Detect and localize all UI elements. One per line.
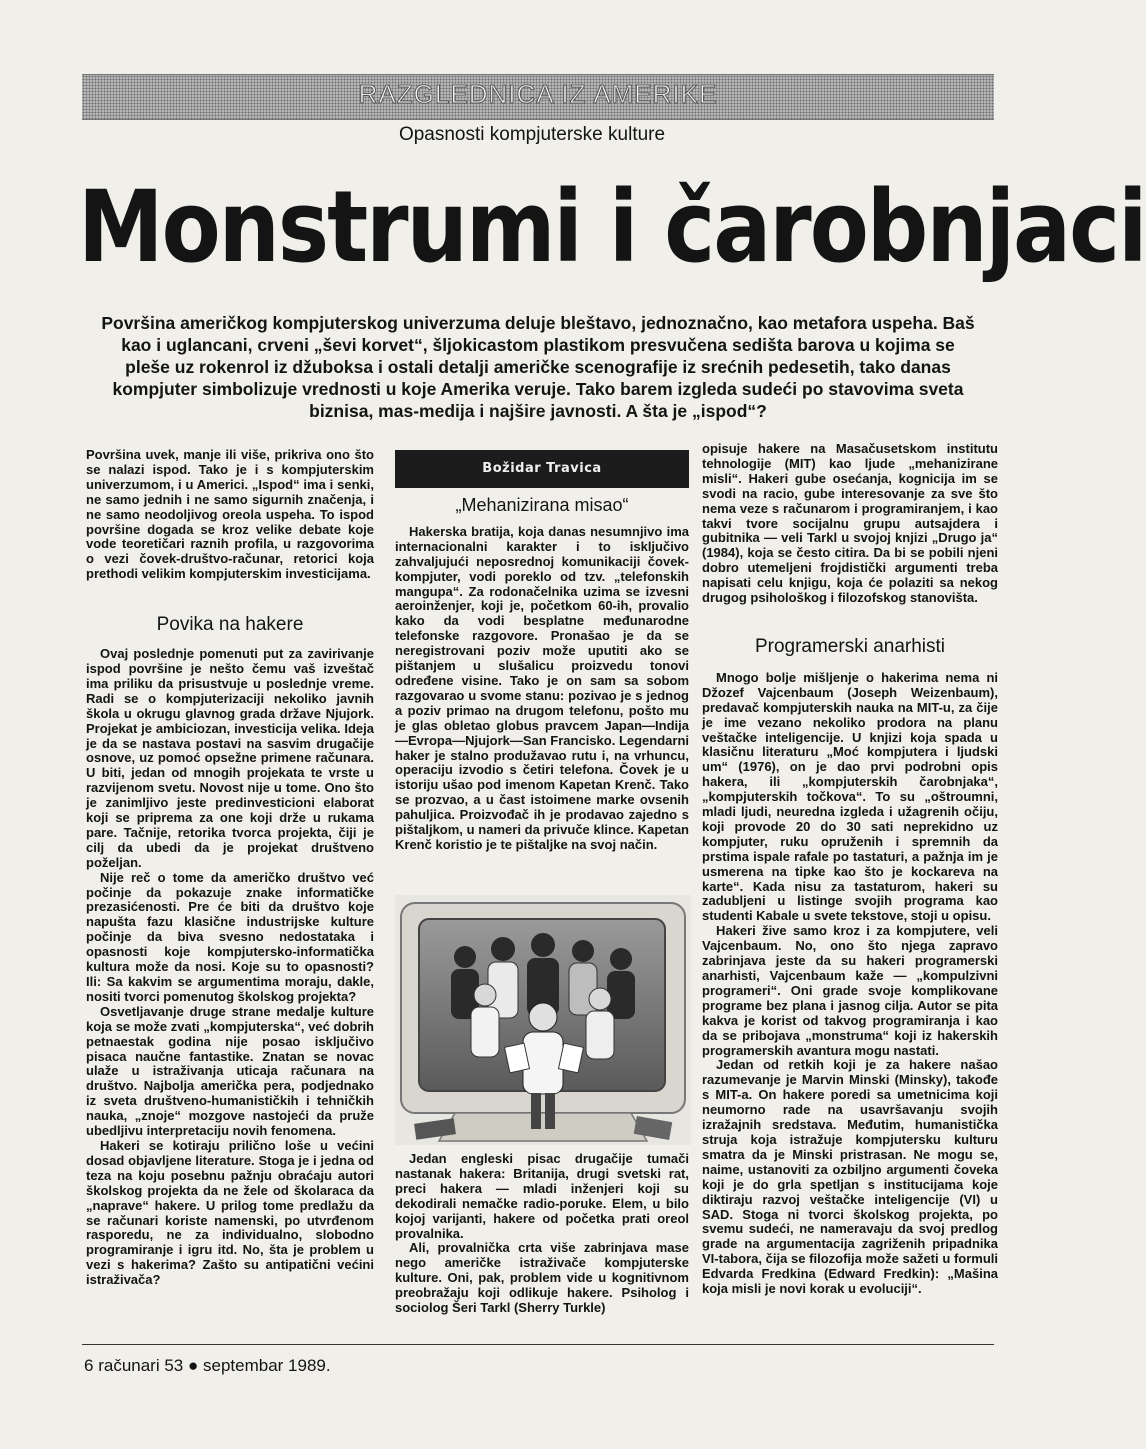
bullet-separator: ● bbox=[188, 1356, 199, 1375]
lead-paragraph: Površina američkog kompjuterskog univerzuma deluje bleštavo, jednoznačno, kao metafora uspeha. Baš kao i uglancani, crveni „ševi korvet“, šljokicastom plastikom presvučena sedišta barova u kojima se pleše uz rokenrol iz džuboksa i ostali detalji američke scenografije iz srećnih pedesetih, tako danas kompjuter simbolizuje vrednosti u koje Amerika veruje. Tako barem izgleda sudeći po stavovima sveta biznisa, mas-medija i najšire javnosti. A šta je „ispod“? bbox=[101, 313, 975, 421]
column-2-continued bbox=[395, 1152, 689, 1316]
kicker: Opasnosti kompjuterske kulture bbox=[398, 124, 666, 145]
issue-date: septembar 1989. bbox=[203, 1356, 331, 1375]
photo-monitor-children-icon bbox=[395, 895, 691, 1145]
column-2 bbox=[395, 450, 689, 853]
magazine-issue: računari 53 bbox=[98, 1356, 184, 1375]
author-box: Božidar Travica bbox=[395, 450, 689, 488]
paragraph: opisuje hakere na Masačusetskom institutu tehnologije (MIT) kao ljude „mehanizirane misli“. Hakeri gube osećanja, kognicija im se svodi na racio, gube interesovanje za sve što nema veze s računarom i programiranjem, i kao takvi tvore socijalnu grupu autsajdera i gubitnika — veli Tarkl u svojoj knjizi „Drugo ja“ (1984), koja se često citira. Da bi se pobili njeni dobro utemeljeni frojdistički argumenti treba napisati celu knjigu, koja će polaziti sa nekog drugog psihološkog i filozofskog stanovišta. bbox=[702, 441, 998, 606]
footer-rule bbox=[82, 1344, 994, 1345]
column-1 bbox=[86, 448, 374, 1288]
paragraph: Hakeri se kotiraju prilično loše u većini dosad objavljene literature. Stoga je i jedna od teza na koju posebnu pažnju obraćaju autori školskog projekta da ne žele od školaraca da „naprave“ hakere. U prilog tome predlažu da se računari koriste namenski, po utvrđenom rasporedu, ne za individualno, slobodno programiranje i igru itd. No, šta je problem u vezi s hakerima? Zašto su antipatični većini istraživača? bbox=[86, 1137, 374, 1288]
headline: Monstrumi i čarobnjaci bbox=[78, 169, 1146, 285]
section-banner-text: RAZGLEDNICA IZ AMERIKE bbox=[358, 79, 718, 109]
paragraph: Ovaj poslednje pomenuti put za zavirivanje ispod površine je nešto čemu vaš izveštač ima priliku da prisustvuje u poslednje vreme. Radi se o kompjuterizaciji nekoliko javnih škola u okrugu glavnog grada države Njujork. Projekat je ambiciozan, investicija velika. Ideja je da se nastava postavi na sasvim drugačije osnove, uz pomoć opsežne primene računara. U biti, jedan od mnogih projekata te vrste u razvijenom svetu. Novost nije u tome. Ono što je zanimljivo jeste predinvesticioni elaborat koji se priprema za one koji drže u rukama pare. Tačnije, retorika tvorca projekta, čiji je cilj da ubedi da je projekat društveno poželjan. bbox=[86, 646, 374, 870]
page-footer bbox=[84, 1356, 331, 1376]
section-banner bbox=[82, 74, 994, 120]
box-title: „Mehanizirana misao“ bbox=[455, 495, 629, 515]
column-3 bbox=[702, 442, 998, 1297]
paragraph: Osvetljavanje druge strane medalje kulture koja se može zvati „kompjuterska“, već dobrih petnaestak godina nije posao isključivo pisaca naučne fantastike. Znatan se novac ulaže u istraživanja uticaja računara na društvo. Najbolja američka pera, podjednako iz sveta društveno-humanističkih i tehničkih nauka, „znoje“ mozgove nastojeći da pruže ubedljivu interpretaciju novih fenomena. bbox=[86, 1003, 374, 1139]
paragraph: Jedan od retkih koji je za hakere našao razumevanje je Marvin Minski (Minsky), takođe s MIT-a. On hakere poredi sa umetnicima koji neumorno rade na usavršavanju svojih izražajnih sredstava. Međutim, humanistička struja koja istražuje kompjutersku kulturu smatra da je Minski pristrasan. Ne mogu se, naime, ustanoviti za ozbiljno argumenti čoveka koji je do grla spetljan s institucijama koje diktiraju razvoj veštačke inteligencije (VI) u SAD. Stoga ni tvorci školskog projekta, po svemu sudeći, ne nameravaju da svoj predlog grade na argumentacija zagriženih pripadnika VI-tabora, čija se filozofija može sažeti u formuli Edvarda Fredkina (Edward Fredkin): „Mašina koja misli je novi korak u evoluciji“. bbox=[702, 1057, 998, 1297]
paragraph: Jedan engleski pisac drugačije tumači nastanak hakera: Britanija, drugi svetski rat, preci hakera — mladi inženjeri koji su dekodirali nemačke radio-poruke. Elem, u bilo kojoj varijanti, hakere od početka prati oreol provalnika. bbox=[395, 1151, 689, 1241]
paragraph: Površina uvek, manje ili više, prikriva ono što se nalazi ispod. Tako je i s kompjuterskim univerzumom, i u Americi. „Ispod“ ima i senki, ne samo jednih i ne samo sigurnih značenja, i ne samo neodoljivog oreola uspeha. To ispod površine dogada se kroz velike debate koje vode teoretičari raznih profila, u razgovorima o vezi čovek-društvo-računar, retorici koja prethodi velikim kompjuterskim investicijama. bbox=[86, 447, 374, 582]
paragraph: Hakeri žive samo kroz i za kompjutere, veli Vajcenbaum. No, ono što njega zapravo zabrinjava jeste da su hakeri programerski anarhisti, Vajcenbaum kaže — „kompulzivni programeri“. Oni grade svoje komplikovane programe bez plana i jasnog cilja. Autor se pita kakva je korist od takvog programiranja i kao da se pribojava „monstruma“ koji iz hakerskih programerskih avantura mogu nastati. bbox=[702, 923, 998, 1058]
paragraph: Hakerska bratija, koja danas nesumnjivo ima internacionalni karakter i to isključivo zahvaljujući neposrednoj komunikaciji čovek-kompjuter, vodi poreklo od tzv. „telefonskih mangupa“. Za rodonačelnika uzima se izvesni aeroinženjer, koji je, početkom 60-ih, provalio kako da vodi besplatne međunarodne telefonske razgovore. Pronašao je da se neregistrovani poziv može uputiti ako se pištanjem u slušalicu proizvedu tonovi određene visine. Tako je on sam sa sobom razgovarao u svome stanu: pozivao je s jednog a poziv primao na drugom telefonu, pošto mu je glas obletao globus pravcem Japan—Indija—Evropa—Njujork—San Francisko. Legendarni haker je stalno produžavao rutu i, na vrhuncu, operaciju izvodio s četiri telefona. Čovek je u istoriju ušao pod imenom Kapetan Krenč. Tako se prozvao, a u čast istoimene marke ovsenih pahuljica. Proizvođač ih je prodavao zajedno s pištaljkom, u nameri da privuče klince. Kapetan Krenč koristio je te pištaljke na svoj način. bbox=[395, 523, 690, 852]
paragraph: Nije reč o tome da američko društvo već počinje da pokazuje znake informatičke prezasićenosti. Pre će biti da društvo koje napušta fazu klasične industrijske kulture počinje da biva svesno nedostataka i opasnosti koje kompjutersko-informatička kultura može da nosi. Koje su to opasnosti? Ili: Sa kakvim se argumentima moraju, dakle, nositi tvorci pomenutog školskog projekta? bbox=[86, 869, 374, 1004]
subheading: Povika na hakere bbox=[156, 614, 304, 636]
page-number: 6 bbox=[84, 1356, 94, 1375]
subheading: Programerski anarhisti bbox=[754, 635, 946, 657]
paragraph: Ali, provalnička crta više zabrinjava mase nego američke istraživače kompjuterske kulture. Oni, pak, problem vide u kognitivnom preobražaju koji odlikuje hakere. Psiholog i sociolog Šeri Tarkl (Sherry Turkle) bbox=[395, 1240, 689, 1316]
paragraph: Mnogo bolje mišljenje o hakerima nema ni Džozef Vajcenbaum (Joseph Weizenbaum), predavač kompjuterskih nauka na MIT-u, za čije je ime vezano nekoliko prodora na planu veštačke inteligencije. U knjizi koja spada u klasičnu literaturu „Moć kompjutera i ljudski um“ (1976), on je dao prvi podrobni opis hakera, ili „kompjuterskih čarobnjaka“, „kompjuterskih točkova“. To su „oštroumni, mladi ljudi, neuredna izgleda i užagrenih očiju, koji provode 20 do 30 sati neprekidno uz kompjuter, ruku opruženih i spremnih da prstima ispale rafale po tastaturi, a pažnja im je usmerena na tipke kao što je kockareva na karte“. Kada nisu za tastaturom, hakeri su zadubljeni u listinge svojih programa kao studenti Kabale u svete tekstove, stoji u opisu. bbox=[702, 669, 998, 924]
